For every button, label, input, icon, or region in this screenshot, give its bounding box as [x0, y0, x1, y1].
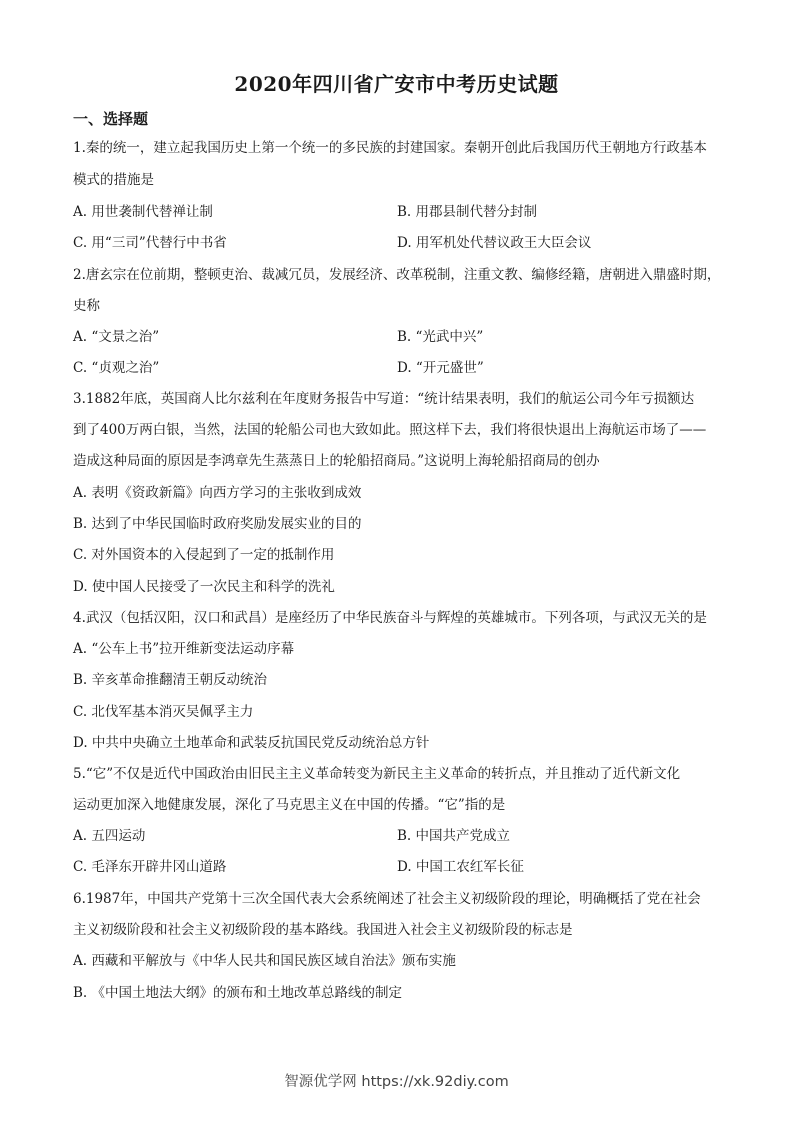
q5-option-c: C. 毛泽东开辟井冈山道路 [73, 859, 227, 875]
q6-stem-line-2: 主义初级阶段和社会主义初级阶段的基本路线。我国进入社会主义初级阶段的标志是 [73, 922, 573, 938]
section-heading: 一、选择题 [73, 110, 149, 128]
q1-stem-line-2: 模式的措施是 [73, 172, 154, 188]
q5-stem-line-1: 5.“它”不仅是近代中国政治由旧民主主义革命转变为新民主主义革命的转折点，并且推动了近代新文化 [73, 766, 681, 782]
q4-option-b: B. 辛亥革命推翻清王朝反动统治 [73, 672, 268, 688]
q3-option-d: D. 使中国人民接受了一次民主和科学的洗礼 [73, 579, 335, 595]
q2-stem-line-2: 史称 [73, 298, 100, 314]
q5-option-d: D. 中国工农红军长征 [397, 859, 524, 875]
q1-option-b: B. 用郡县制代替分封制 [397, 204, 538, 220]
q1-stem-line-1: 1.秦的统一，建立起我国历史上第一个统一的多民族的封建国家。秦朝开创此后我国历代王朝地方行政基本 [73, 140, 707, 156]
footer-watermark: 智源优学网 https://xk.92diy.com [284, 1074, 509, 1090]
q3-option-b: B. 达到了中华民国临时政府奖励发展实业的目的 [73, 516, 362, 532]
q3-option-c: C. 对外国资本的入侵起到了一定的抵制作用 [73, 547, 335, 563]
q3-stem-line-2: 到了400万两白银，当然，法国的轮船公司也大致如此。照这样下去，我们将很快退出上海航运市场了—— [73, 422, 707, 438]
q5-option-a: A. 五四运动 [73, 828, 146, 844]
q3-stem-line-3: 造成这种局面的原因是李鸿章先生蒸蒸日上的轮船招商局。”这说明上海轮船招商局的创办 [73, 453, 600, 469]
q4-option-d: D. 中共中央确立土地革命和武装反抗国民党反动统治总方针 [73, 735, 430, 751]
q6-option-b: B. 《中国土地法大纲》的颁布和土地改革总路线的制定 [73, 985, 403, 1001]
q4-stem-line-1: 4.武汉（包括汉阳，汉口和武昌）是座经历了中华民族奋斗与辉煌的英雄城市。下列各项，与武汉无关的是 [73, 610, 707, 626]
q1-option-c: C. 用“三司”代替行中书省 [73, 235, 227, 251]
q6-stem-line-1: 6.1987年，中国共产党第十三次全国代表大会系统阐述了社会主义初级阶段的理论，明确概括了党在社会 [73, 891, 701, 907]
q2-option-b: B. “光武中兴” [397, 329, 484, 345]
q1-option-d: D. 用军机处代替议政王大臣会议 [397, 235, 592, 251]
q1-option-a: A. 用世袭制代替禅让制 [73, 204, 213, 220]
q3-option-a: A. 表明《资政新篇》向西方学习的主张收到成效 [73, 485, 362, 501]
q2-option-d: D. “开元盛世” [397, 360, 484, 376]
q6-option-a: A. 西藏和平解放与《中华人民共和国民族区域自治法》颁布实施 [73, 953, 456, 969]
q2-option-a: A. “文景之治” [73, 329, 160, 345]
q2-stem-line-1: 2.唐玄宗在位前期，整顿吏治、裁减冗员，发展经济、改革税制，注重文教、编修经籍，唐朝进入鼎盛时期， [73, 267, 721, 283]
q5-option-b: B. 中国共产党成立 [397, 828, 511, 844]
q5-stem-line-2: 运动更加深入地健康发展，深化了马克思主义在中国的传播。“它”指的是 [73, 797, 506, 813]
q2-option-c: C. “贞观之治” [73, 360, 160, 376]
q3-stem-line-1: 3.1882年底，英国商人比尔兹利在年度财务报告中写道：“统计结果表明，我们的航运公司今年亏损额达 [73, 391, 695, 407]
q4-option-a: A. “公车上书”拉开维新变法运动序幕 [73, 641, 295, 657]
document-title: 2020年四川省广安市中考历史试题 [234, 72, 559, 96]
q4-option-c: C. 北伐军基本消灭吴佩孚主力 [73, 704, 254, 720]
